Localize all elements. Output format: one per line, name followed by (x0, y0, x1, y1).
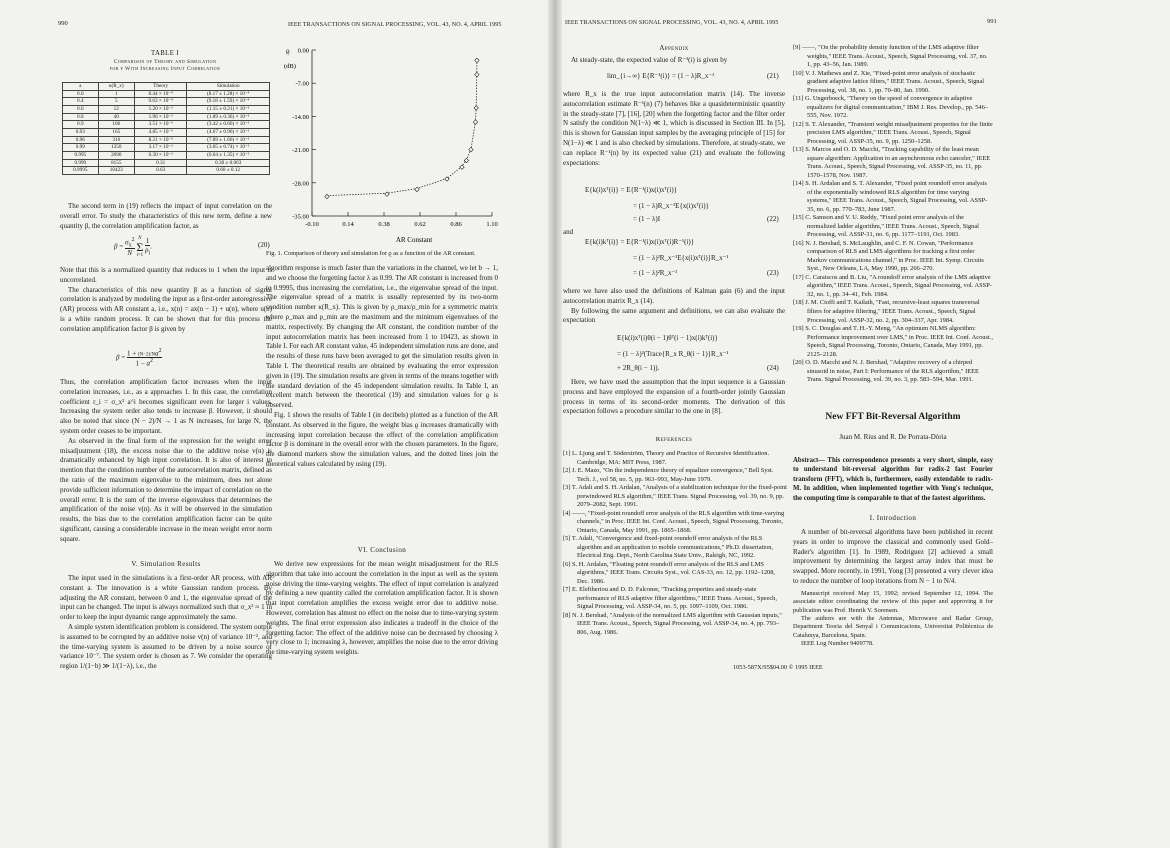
equation-22-line3: = (1 − λ)I (633, 215, 661, 223)
table-cell: (6.04 ± 1.35) × 10⁻² (187, 151, 270, 159)
table-cell: (8.17 ± 1.28) × 10⁻⁴ (187, 90, 270, 98)
footnote-paragraph: IEEE Log Number 9409778. (801, 640, 874, 648)
table-header-row (63, 83, 270, 91)
table-cell: 1350 (98, 144, 134, 152)
series-line-theory (327, 60, 477, 196)
table-cell: 0.6 (63, 105, 99, 113)
text-block (563, 378, 785, 417)
figure-1-chart (276, 44, 506, 274)
table-cell: 165 (98, 128, 134, 136)
section-heading: V. Simulation Results (131, 560, 201, 568)
table-row (63, 159, 270, 167)
y-tick-label: -35.00 (292, 213, 309, 221)
data-point-simulation (325, 194, 329, 198)
equation-24-line1: E{k(i)xᵀ(i)θ(i − 1)θᵀ(i − 1)x(i)kᵀ(i)} (617, 334, 718, 342)
table-title: TABLE I (150, 50, 180, 57)
reference-item: [2] J. E. Mazo, "On the independence theory of equalizer convergence," Bell Syst. Tech. J., vol 58, no. 5, pp. 963–993, May-June 1979. (563, 467, 774, 483)
text-block (266, 264, 498, 470)
paragraph: The characteristics of this new quantity β as a function of signal correlation is analyzed by modeling the input as a first-order autoregressive (AR) process with AR constant a, i.e., x(n) = ax(n − 1) + u(n), where u(n) is a white random process. It can be shown that for this process the correlation amplification factor β is given by (60, 285, 272, 333)
reference-item: [7] E. Eleftheriou and D. D. Falconer, "Tracking properties and steady-state performance of RLS adaptive filter algorithms," IEEE Trans. Acoust., Speech, Signal Processing, vol. ASSP-34, no. 5, pp. 1097–1109, Oct. 1986. (563, 586, 777, 611)
table-row (63, 128, 270, 136)
equation-23-line3: = (1 − λ)²R_x⁻¹ (633, 269, 678, 277)
paragraph: algorithm response is much faster than the variations in the channel, we let b → 1, and we choose the forgetting factor λ as 0.99. The AR constant is increased from 0 to 0.9995, thus increasing the correlation, i.e., the eigenvalue spread of the input. The eigenvalue spread of a matrix is usually represented by its two-norm condition number κ(R_x). This is given by ρ_max/ρ_min for a symmetric matrix where ρ_max and ρ_min are the maximum and the minimum eigenvalues of the matrix, respectively. By changing the AR constant, the condition number of the input autocorrelation matrix has been increased from 1 to 10423, as shown in Table I. For each AR constant value, 45 independent simulation runs are done, and the results of these runs have been averaged to get the simulation results given in Table I. The theoretical results are obtained by evaluating the error expression given in (19). The simulation results are given in terms of the means together with the standard deviation of the 45 independent simulation results. In Table I, an excellent match between the theoretical (19) and simulation values for ϱ is observed. (266, 264, 498, 410)
reference-item: [1] L. Ljung and T. Söderström, Theory and Practice of Recursive Identification. Cambridge, MA: MIT Press, 1987. (563, 450, 770, 466)
paragraph: Note that this is a normalized quantity that reduces to 1 when the input is uncorrelated. (60, 266, 272, 284)
table-cell: 5 (98, 98, 134, 106)
equation-21: lim_{i→∞} E{R⁻¹(i)} = (1 − λ)R_x⁻¹ (607, 72, 715, 80)
footnote-paragraph: Manuscript received May 15, 1992; revised September 12, 1994. The associate editor coordinating the review of this paper and approving it for publication was Prof. Henrik V. Sorensen. (793, 590, 993, 614)
right-page (555, 0, 1170, 848)
paragraph: A simple system identification problem is considered. The system output is assumed to be corrupted by an additive noise v(n) of variance 10⁻², and the time-varying system is assumed to be driven by a noise source of variance 10⁻⁷. The system order is chosen as 7. We consider the operating region 1/(1−b) ≫ 1/(1−λ), i.e., the (60, 622, 273, 671)
y-axis-unit: (dB) (284, 63, 296, 70)
data-point-simulation (475, 58, 479, 62)
table-cell: 6.30 × 10⁻² (134, 151, 186, 159)
table-cell: (9.18 ± 1.59) × 10⁻⁴ (187, 98, 270, 106)
appendix-heading: Appendix (659, 44, 689, 52)
table-cell: 0.99 (63, 144, 99, 152)
paragraph: where R_x is the true input autocorrelation matrix (14). The inverse autocorrelation estimate R⁻¹(n) (7) behaves like a quasideterministic quantity in the steady-state [7], [16], [20] when the forgetting factor and the filter order N satisfy the condition N(1−λ) ≪ 1, which is discussed in Section III. In [5], this is shown for Gaussian input samples by the averaging principle of [15] for N(1−λ) ≪ 1 and is also checked by simulations. Therefore, at steady-state, we can replace R⁻¹(n) by its expected value (21) and evaluate the following expectations: (563, 90, 785, 167)
plot-area (292, 48, 497, 229)
x-tick-label: 1.10 (486, 221, 498, 228)
text-block (60, 378, 272, 545)
paragraph: Thus, the correlation amplification factor increases when the input correlation increases, i.e., as a approaches 1. In this case, the correlation coefficient r_i = σ_x² a^i becomes significant even for larger i values. Increasing the system order also tends to increase β. However, it should also be noted that since (N − 2)/N → 1 as N increases, for large N, the system order ceases to be important. (60, 378, 272, 435)
text-block (563, 287, 785, 326)
table-cell: 8.44 × 10⁻⁴ (134, 90, 186, 98)
equation-23-line1: E{k(i)kᵀ(i)} = E{R⁻¹(i)x(i)xᵀ(i)R⁻¹(i)} (585, 238, 695, 246)
table-cell: 1.96 × 10⁻³ (134, 113, 186, 121)
table-row (63, 121, 270, 129)
table-cell: (1.15 ± 0.21) × 10⁻³ (187, 105, 270, 113)
table-cell: 0.4 (63, 98, 99, 106)
running-header-right: IEEE TRANSACTIONS ON SIGNAL PROCESSING, VOL. 43, NO. 4, APRIL 1995 (565, 20, 779, 26)
reference-item: [8] N. J. Bershad, "Analysis of the normalized LMS algorithm with Gaussian inputs," IEEE Trans. Acoust., Speech, Signal Processing, vol. ASSP-34, no. 4, pp. 793–806, Aug. 1986. (563, 611, 782, 636)
y-axis-title: ϱ (286, 47, 290, 55)
table-row (63, 167, 270, 175)
table-caption-line1: Comparison of Theory and Simulation (113, 59, 217, 65)
equation-24-line2: = (1 − λ)²(Trace{R_x R_θ(i − 1)}R_x⁻¹ (617, 350, 729, 358)
table-cell: (1.89 ± 0.36) × 10⁻³ (187, 113, 270, 121)
equation-24-number: (24) (767, 364, 779, 372)
text-block (60, 574, 272, 672)
table-cell: 8155 (98, 159, 134, 167)
equation-beta: β = $\frac{1 + (N-2)/Na^2}{1 - a^2}$ (116, 348, 162, 368)
reference-item: [11] G. Ungerboeck, "Theory on the speed of convergence in adaptive equalizers for digital communication," IBM J. Res. Develop., pp. 546–555, Nov. 1972. (793, 95, 988, 120)
comparison-table (62, 82, 270, 175)
table-cell: 0.999 (63, 159, 99, 167)
data-point-simulation (460, 165, 464, 169)
reference-item: [13] S. Marcos and O. D. Macchi, "Tracking capability of the least mean square algorithm: Application to an asynchronous echo canceler," IEEE Trans. Acoust., Speech, Signal Processing, vol. ASSP-35, no. 11, pp. 1570–1578, Nov. 1987. (793, 146, 991, 179)
section-heading: VI. Conclusion (357, 546, 407, 554)
reference-item: [15] C. Samson and V. U. Reddy, "Fixed point error analysis of the normalized ladder algorithm," IEEE Trans. Acoust., Speech, Signal Processing, vol. ASSP-31, no. 6, pp. 1177–1191, Oct. 1983. (793, 214, 979, 239)
introduction-heading: I. Introduction (869, 514, 917, 522)
y-tick-label: -7.00 (295, 80, 309, 88)
equation-20: β = $\frac{\sigma_x^2}{N}$ N Σ i=1 $\frac{1}{\rho_i}$ . (114, 236, 152, 258)
reference-item: [16] N. J. Bershad, S. McLaughlin, and C. F. N. Cowan, "Performance comparison of RLS and LMS algorithms for tracking a first order Markov communications channel," in Proc. IEEE Int. Symp. Circuits Syst., New Orleans, LA, May 1990, pp. 266–270. (793, 239, 984, 273)
page-number-right: 991 (987, 18, 997, 25)
y-tick-label: -21.00 (292, 147, 309, 155)
table-header-cell: a (63, 83, 99, 91)
reference-item: [17] C. Caraiscos and B. Liu, "A roundoff error analysis of the LMS adaptive algorithm," IEEE Trans. Acoust., Speech, Signal Processing, vol. ASSP-32, no. 1, pp. 34–41, Feb. 1984. (793, 273, 992, 298)
footer-code: 1053-587X/95$04.00 © 1995 IEEE (733, 664, 823, 671)
x-tick-label: 0.38 (378, 221, 390, 228)
table-row (63, 136, 270, 144)
table-cell: 4.85 × 10⁻³ (134, 128, 186, 136)
left-page (0, 0, 555, 848)
table-cell: 1.20 × 10⁻³ (134, 105, 186, 113)
figure-caption: Fig. 1. Comparison of theory and simulation for ϱ as a function of the AR constant. (266, 250, 476, 257)
paragraph: The second term in (19) reflects the impact of input correlation on the overall error. To study the characteristics of this new term, define a new quantity β, the correlation amplification factor, as (60, 202, 272, 230)
y-tick-label: 0.00 (297, 47, 309, 55)
table-cell: (4.67 ± 0.96) × 10⁻³ (187, 128, 270, 136)
equation-20-number: (20) (258, 241, 270, 249)
equation-24-line3: + 2R_θ(i − 1)). (617, 364, 660, 372)
footnote-block (793, 590, 993, 649)
article-abstract: Abstract— This correspondence presents a very short, simple, easy to understand bit-reversal algorithm for radix-2 fast Fourier transform (FFT), which is, furthermore, easily extendable to radix-M. In addition, when implemented together with Yong's technique, the computing time is comparable to that of the fastest algorithms. (793, 457, 993, 502)
reference-item: [19] S. C. Douglas and T. H.-Y. Meng, "An optimum NLMS algorithm: Performance improvement over LMS," in Proc. IEEE Int. Conf. Acoust., Speech, Signal Processing, Toronto, Ontario, Canada, May 1991, pp. 2125–2128. (793, 325, 993, 358)
x-axis-title: AR Constant (395, 236, 433, 244)
and-word: and (563, 228, 574, 236)
text-block (266, 560, 498, 658)
table-cell: (3.42 ± 0.66) × 10⁻³ (187, 121, 270, 129)
paragraph: Here, we have used the assumption that the input sequence is a Gaussian process and have employed the expansion of a fourth-order jointly Gaussian process in terms of its second-order moments. The derivation of this expectation follows a procedure similar to the one in [8]. (563, 378, 785, 416)
table-caption-line2: for ϱ With Increasing Input Correlation (109, 66, 221, 72)
x-tick-label: 0.14 (342, 221, 354, 228)
table-cell: 12 (98, 105, 134, 113)
table-cell: 3.51 × 10⁻³ (134, 121, 186, 129)
reference-item: [18] J. M. Cioffi and T. Kailath, "Fast, recursive-least squares transversal filters for adaptive filtering," IEEE Trans. Acoust., Speech, Signal Processing, vol. ASSP-32, no. 2, pp. 304–337, Apr. 1984. (793, 299, 980, 324)
table-row (63, 98, 270, 106)
table-cell: 0.96 (63, 136, 99, 144)
reference-item: [9] ——, "On the probability density function of the LMS adaptive filter weights," IEEE Trans. Acoust., Speech, Signal Processing, vol. 37, no. 1, pp. 43–56, Jan. 1989. (793, 44, 988, 69)
table-cell: 316 (98, 136, 134, 144)
x-tick-label: -0.10 (305, 221, 319, 228)
equation-22-line2: = (1 − λ)R_x⁻¹E{x(i)xᵀ(i)} (633, 202, 709, 210)
y-tick-label: -14.00 (292, 113, 309, 121)
x-tick-label: 0.62 (414, 221, 426, 228)
paragraph: At steady-state, the expected value of R⁻¹(i) is given by (571, 56, 728, 64)
table-cell: 10423 (98, 167, 134, 175)
footnote-paragraph: The authors are with the Antennas, Microwave and Radar Group, Department Teoria del Senyal i Comunicacions, Universitat Politècnica de Catalunya, Barcelona, Spain. (793, 615, 993, 639)
reference-list-right (793, 44, 993, 385)
table-cell: 0.60 ± 0.12 (187, 167, 270, 175)
text-block (793, 528, 993, 587)
reference-item: [14] S. H. Ardalan and S. T. Alexander, "Fixed point roundoff error analysis of the exponentially windowed RLS algorithm for time varying systems," IEEE Trans. Acoust., Speech, Signal Processing, vol. ASSP-35, no. 6, pp. 770–783, June 1987. (793, 180, 988, 213)
table-header-cell: κ(R_x) (98, 83, 134, 91)
table-cell: 8.21 × 10⁻³ (134, 136, 186, 144)
reference-item: [4] ——, "Fixed-point roundoff error analysis of the RLS algorithm with time-varying channels," in Proc. IEEE Int. Conf. Acoust., Speech, Signal Processing, Toronto, Ontario, Canada, May 1991, pp. 1865–1868. (563, 509, 785, 534)
reference-item: [6] S. H. Ardalan, "Floating point roundoff error analysis of the RLS and LMS algorithms," IEEE Trans. Circuits Syst., vol. CAS-33, no. 12, pp. 1192–1208, Dec. 1986. (563, 560, 776, 585)
table-row (63, 105, 270, 113)
text-block (563, 56, 785, 66)
table-cell: (3.05 ± 0.74) × 10⁻² (187, 144, 270, 152)
reference-item: [3] T. Adali and S. H. Ardalan, "Analysis of a stabilization technique for the fixed-point prewindowed RLS algorithm," IEEE Trans. Signal Processing, vol. 39, no. 9, pp. 2079–2082, Sept. 1991. (563, 484, 787, 509)
table-cell: 0.93 (63, 128, 99, 136)
reference-list-left (563, 450, 787, 637)
article-authors: Juan M. Rius and R. De Porrata-Dòria (839, 433, 947, 441)
reference-item: [12] S. T. Alexander, "Transient weight misadjustment properties for the finite precision LMS algorithm," IEEE Trans. Acoust., Speech, Signal Processing, vol. ASSP-35, no. 9, pp. 1250–1258. (793, 120, 993, 145)
table-header-cell: Simulation (187, 83, 270, 91)
paragraph: where we have also used the definitions of Kalman gain (6) and the input autocorrelation matrix R_x (14). (563, 287, 785, 305)
paragraph: By following the same argument and definitions, we can also evaluate the expectation (563, 306, 785, 325)
references-heading: References (655, 436, 693, 443)
table-row (63, 113, 270, 121)
reference-item: [10] V. J. Mathews and Z. Xie, "Fixed-point error analysis of stochastic gradient adaptive lattice filters," IEEE Trans. Acoust., Speech, Signal Processing, vol. 38, no. 1, pp. 70–80, Jan. 1990. (793, 69, 985, 94)
y-tick-label: -28.00 (292, 180, 309, 188)
paragraph: We derive new expressions for the mean weight misadjustment for the RLS algorithm that take into account the correlation in the input as well as the system noise driving the time-varying weights. The effect of input correlation is analyzed by defining a new quantity called the correlation amplification factor. It is shown that input correlation amplifies the excess weight error due to additive noise. However, correlation has almost no effect on the noise due to time-varying system weights. The final error expression also indicates a tradeoff in the choice of the forgetting factor: The effect of the additive noise can be decreased by choosing λ very close to 1; increasing λ, however, amplifies the noise due to the error driving the time-varying system weights. (266, 560, 498, 657)
table-cell: 0.995 (63, 151, 99, 159)
x-tick-label: 0.86 (450, 221, 462, 228)
table-cell: 2690 (98, 151, 134, 159)
table-cell: 0.30 ± 0.063 (187, 159, 270, 167)
table-cell: 0.0 (63, 90, 99, 98)
table-cell: 40 (98, 113, 134, 121)
data-point-simulation (475, 72, 479, 76)
text-block (60, 266, 272, 335)
page-number-left: 990 (58, 20, 68, 27)
table-row (63, 144, 270, 152)
paragraph: Fig. 1 shows the results of Table I (in decibels) plotted as a function of the AR constant. As observed in the figure, the weight bias ϱ increases dramatically with increasing input correlation because the effect of the correlation amplification factor β is dominant in the overall error with the chosen parameters. In the figure, the diamond markers show the simulation values, and the dotted lines join the theoretical values calculated by using (19). (266, 410, 498, 468)
reference-item: [20] O. D. Macchi and N. J. Bershad, "Adaptive recovery of a chirped sinusoid in noise, Part I: Performance of the RLS algorithm," IEEE Trans. Signal Processing, vol. 39, no. 3, pp. 583–594, Mar. 1991. (793, 359, 979, 384)
table-cell: 0.31 (134, 159, 186, 167)
table-row (63, 151, 270, 159)
table-cell: 0.9 (63, 121, 99, 129)
table-body (63, 90, 270, 174)
table-cell: 9.63 × 10⁻⁴ (134, 98, 186, 106)
equation-23-line2: = (1 − λ)²R_x⁻¹E{x(i)xᵀ(i)}R_x⁻¹ (633, 254, 729, 262)
data-point-simulation (473, 120, 477, 124)
table-cell: 0.9995 (63, 167, 99, 175)
table-cell: 0.8 (63, 113, 99, 121)
equation-21-number: (21) (767, 72, 779, 80)
data-point-simulation (474, 106, 478, 110)
paragraph: A number of bit-reversal algorithms have been published in recent years in order to improve the classical and commonly used Gold–Rader's algorithm [1]. In 1989, Rodriguez [2] achieved a small improvement by determining the largest array index that must be swapped. More recently, in 1991, Yong [3] presented a very clever idea to reduce the number of loop iterations from N − 1 to N/4. (793, 528, 993, 585)
data-point-simulation (469, 147, 473, 151)
data-point-simulation (415, 187, 419, 191)
running-header-left: IEEE TRANSACTIONS ON SIGNAL PROCESSING, VOL. 43, NO. 4, APRIL 1995 (288, 22, 502, 28)
text-block (60, 202, 272, 231)
article-title: New FFT Bit-Reversal Algorithm (825, 412, 961, 422)
table-header-cell: Theory (134, 83, 186, 91)
table-cell: 1 (98, 90, 134, 98)
table-cell: 3.17 × 10⁻² (134, 144, 186, 152)
table-cell: 0.63 (134, 167, 186, 175)
paragraph: The input used in the simulations is a first-order AR process, with AR constant a. The innovation is a white Gaussian random process. By adjusting the AR constant, between 0 and 1, the eigenvalue spread of the input can be changed. The input is always normalized such that σ_x² ≈ 1 in order to keep the input dynamic range approximately the same. (60, 574, 272, 622)
text-block (563, 90, 785, 168)
equation-23-number: (23) (767, 269, 779, 277)
reference-item: [5] T. Adali, "Convergence and fixed-point roundoff error analysis of the RLS algorithm and an application to mobile communications," Ph.D. dissertation, Electrical Eng. Dept., North Carolina State Univ., Raleigh, NC, 1992. (563, 535, 774, 560)
paragraph: As observed in the final form of the expression for the weight error misadjustment (18), the excess noise due to the additive noise v(n) is dramatically enhanced by high input correlation. It is also of interest to mention that the condition number of the autocorrelation matrix, defined as the ratio of the maximum eigenvalue to the minimum, does not alone provide sufficient information to determine the impact of correlation on the overall error. It is the sum of the inverse eigenvalues that determines the amplification of the noise v(n). As it will be observed in the simulation results, the bias due to the correlation amplification factor can be quite significant, causing a considerable increase in the mean weight error norm square. (60, 436, 272, 543)
table-row (63, 90, 270, 98)
equation-22-number: (22) (767, 215, 779, 223)
table-cell: (7.89 ± 1.66) × 10⁻³ (187, 136, 270, 144)
table-cell: 106 (98, 121, 134, 129)
equation-22-line1: E{k(i)xᵀ(i)} = E{R⁻¹(i)x(i)xᵀ(i)} (585, 186, 678, 194)
